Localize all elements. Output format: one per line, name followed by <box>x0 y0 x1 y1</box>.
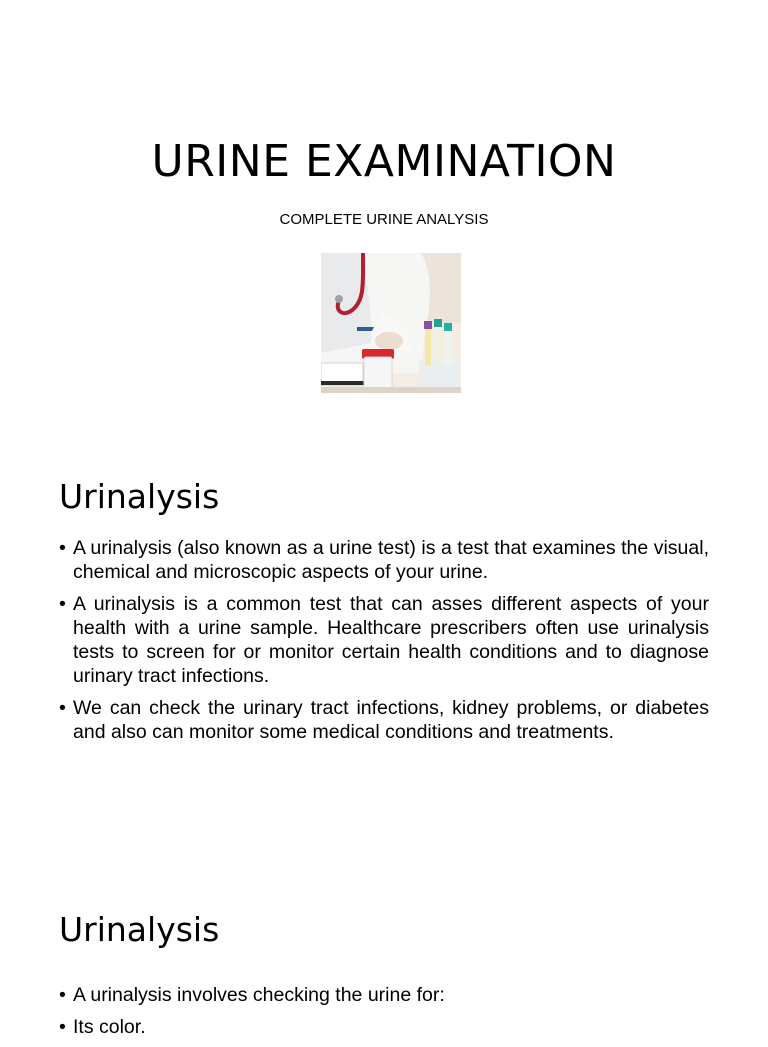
bullet-icon: • <box>59 984 66 1006</box>
bullet-icon: • <box>59 537 66 559</box>
bullet-icon: • <box>59 1016 66 1038</box>
presentation-subtitle: COMPLETE URINE ANALYSIS <box>279 211 489 228</box>
list-item: • A urinalysis is a common test that can asses different aspects of your health with a urine sample. Healthcare prescribers often use urinalysis tests to screen for or monitor certain health conditions and to diagnose urinary tract infections. <box>59 593 709 687</box>
doctor-with-urine-sample-photo <box>321 253 461 393</box>
bullet-list <box>59 983 709 1047</box>
list-item: • Its color. <box>59 1016 146 1038</box>
slide-title: Urinalysis <box>59 910 220 949</box>
bullet-icon: • <box>59 697 66 719</box>
list-item: • We can check the urinary tract infections, kidney problems, or diabetes and also can monitor some medical conditions and treatments. <box>59 697 709 743</box>
urinalysis-definition-slide <box>0 430 768 860</box>
doctor-with-urine-sample-icon <box>321 253 461 393</box>
title-slide <box>0 0 768 430</box>
urinalysis-checks-slide <box>0 860 768 1038</box>
bullet-list <box>59 536 709 752</box>
slide-title: Urinalysis <box>59 477 220 516</box>
bullet-icon: • <box>59 593 66 615</box>
list-item: • A urinalysis involves checking the urine for: <box>59 984 445 1006</box>
presentation-title: URINE EXAMINATION <box>151 136 617 187</box>
list-item: • A urinalysis (also known as a urine test) is a test that examines the visual, chemical and microscopic aspects of your urine. <box>59 537 709 583</box>
